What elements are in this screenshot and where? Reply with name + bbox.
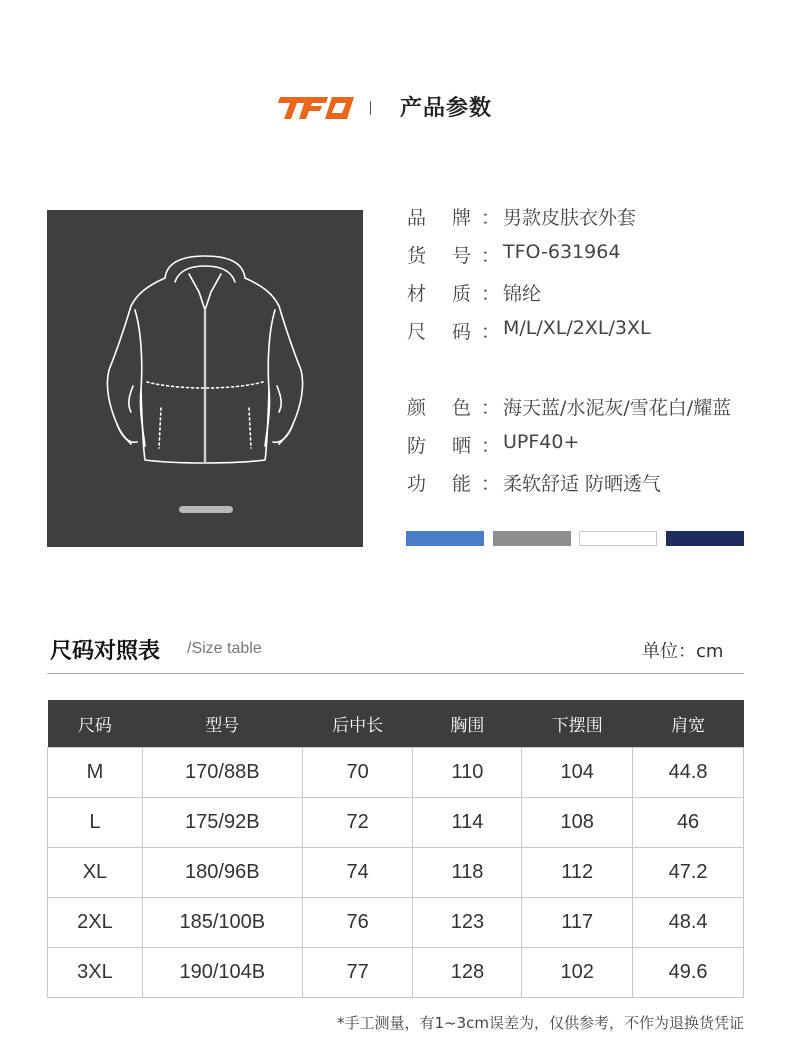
table-cell: 104 xyxy=(522,747,633,797)
brand-logo xyxy=(276,94,356,122)
table-cell: 47.2 xyxy=(633,847,744,897)
table-cell: 170/88B xyxy=(142,747,302,797)
param-colon: ： xyxy=(481,435,501,457)
divider xyxy=(47,673,744,674)
param-label: 功 能 xyxy=(407,473,471,495)
table-cell: 49.6 xyxy=(633,947,744,997)
jacket-illustration-icon xyxy=(47,210,363,547)
param-colon: ： xyxy=(481,473,501,495)
table-cell: 46 xyxy=(633,797,744,847)
table-cell: 110 xyxy=(413,747,522,797)
table-cell: 118 xyxy=(413,847,522,897)
table-cell: 190/104B xyxy=(142,947,302,997)
param-colon: ： xyxy=(481,321,501,343)
param-value: TFO-631964 xyxy=(503,241,621,263)
param-label: 尺 码 xyxy=(407,321,471,343)
table-cell: 185/100B xyxy=(142,897,302,947)
column-header: 肩宽 xyxy=(633,700,744,747)
size-table xyxy=(47,700,744,998)
disclaimer-footnote: *手工测量，有1~3cm误差为，仅供参考，不作为退换货凭证 xyxy=(336,1014,744,1032)
size-table-subtitle: /Size table xyxy=(187,640,262,657)
table-cell: 114 xyxy=(413,797,522,847)
param-colon: ： xyxy=(481,283,501,305)
param-label: 货 号 xyxy=(407,245,471,267)
color-swatch-gray xyxy=(493,531,571,546)
table-cell: 70 xyxy=(302,747,413,797)
table-row xyxy=(48,847,744,897)
param-label: 品 牌 xyxy=(407,207,471,229)
table-cell: 77 xyxy=(302,947,413,997)
product-image xyxy=(47,210,363,547)
table-row xyxy=(48,797,744,847)
table-cell: M xyxy=(48,747,143,797)
param-colon: ： xyxy=(481,207,501,229)
param-label: 颜 色 xyxy=(407,397,471,419)
table-cell: 102 xyxy=(522,947,633,997)
unit-label: 单位：cm xyxy=(642,641,724,662)
column-header: 型号 xyxy=(142,700,302,747)
column-header: 后中长 xyxy=(302,700,413,747)
param-colon: ： xyxy=(481,245,501,267)
size-table-title: 尺码对照表 xyxy=(50,639,161,664)
table-cell: 175/92B xyxy=(142,797,302,847)
color-swatch-blue xyxy=(406,531,484,546)
table-cell: 128 xyxy=(413,947,522,997)
table-cell: 108 xyxy=(522,797,633,847)
table-cell: 2XL xyxy=(48,897,143,947)
table-row xyxy=(48,947,744,997)
reflective-strip xyxy=(179,506,233,513)
param-label: 材 质 xyxy=(407,283,471,305)
table-cell: 3XL xyxy=(48,947,143,997)
param-value: 柔软舒适 防晒透气 xyxy=(503,473,662,495)
column-header: 下摆围 xyxy=(522,700,633,747)
table-cell: 74 xyxy=(302,847,413,897)
table-header-row xyxy=(48,700,744,747)
column-header: 胸围 xyxy=(413,700,522,747)
color-swatch-white xyxy=(579,531,657,546)
table-cell: XL xyxy=(48,847,143,897)
table-row xyxy=(48,747,744,797)
param-value: 锦纶 xyxy=(503,283,542,305)
table-cell: 180/96B xyxy=(142,847,302,897)
table-cell: 117 xyxy=(522,897,633,947)
header-divider xyxy=(370,101,371,115)
table-cell: 48.4 xyxy=(633,897,744,947)
param-value: UPF40+ xyxy=(503,431,580,453)
table-row xyxy=(48,897,744,947)
column-header: 尺码 xyxy=(48,700,143,747)
table-cell: 76 xyxy=(302,897,413,947)
page-title: 产品参数 xyxy=(400,96,493,121)
table-cell: 44.8 xyxy=(633,747,744,797)
table-cell: 72 xyxy=(302,797,413,847)
table-cell: L xyxy=(48,797,143,847)
param-colon: ： xyxy=(481,397,501,419)
param-value: 男款皮肤衣外套 xyxy=(503,207,637,229)
color-swatch-navy xyxy=(666,531,744,546)
table-cell: 123 xyxy=(413,897,522,947)
param-label: 防 晒 xyxy=(407,435,471,457)
table-cell: 112 xyxy=(522,847,633,897)
page-header xyxy=(0,88,790,128)
param-value: M/L/XL/2XL/3XL xyxy=(503,317,651,339)
param-value: 海天蓝/水泥灰/雪花白/耀蓝 xyxy=(503,397,732,419)
tfo-logo-icon xyxy=(276,94,356,122)
